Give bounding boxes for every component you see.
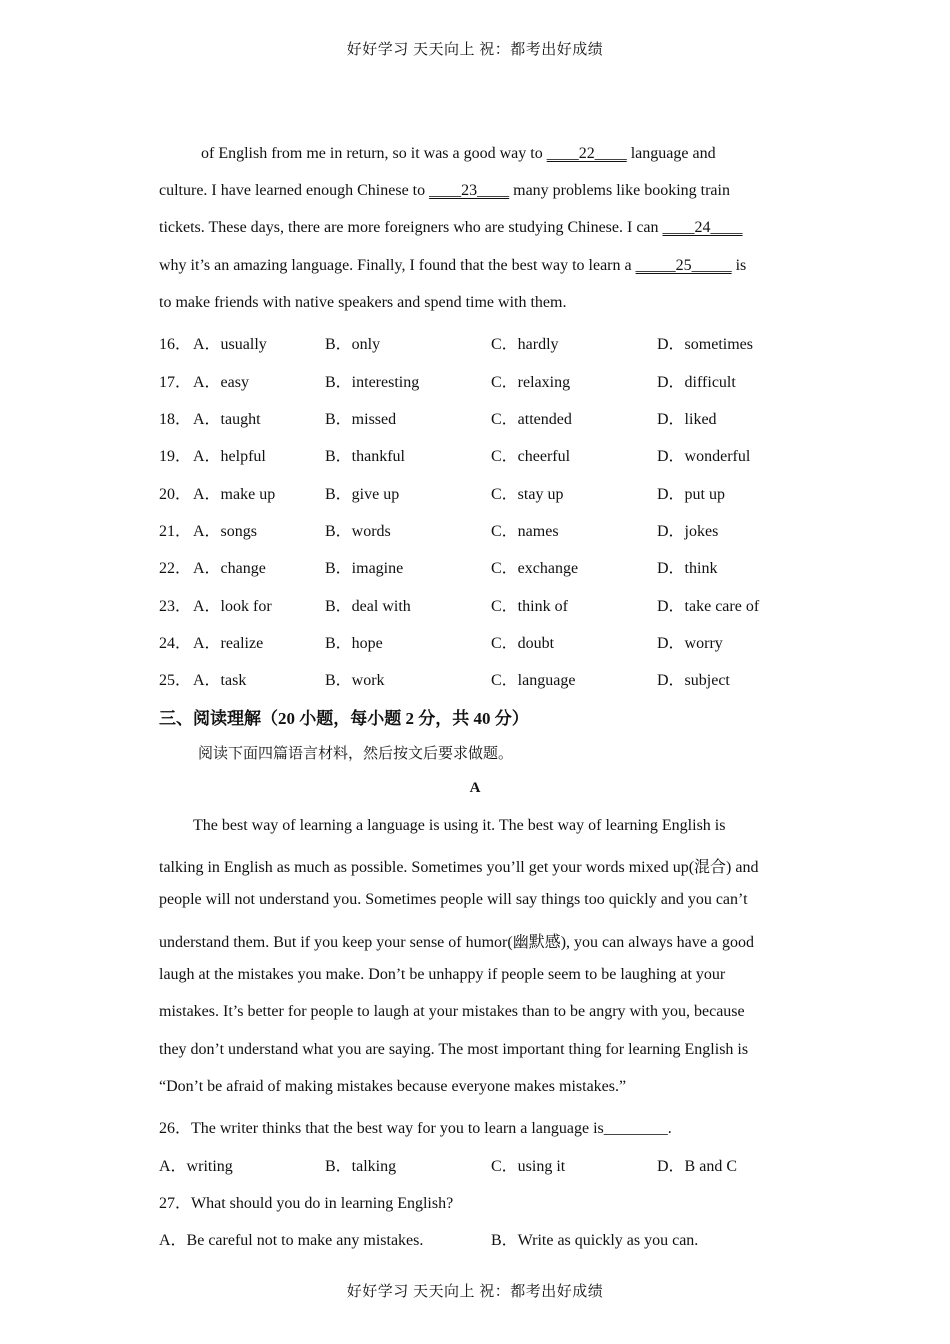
section-title: 三、阅读理解（20 小题，每小题 2 分，共 40 分）: [159, 709, 529, 728]
reading-line-2: talking in English as much as possible. Sometimes you’ll get your words mixed up(混合) and: [159, 859, 759, 876]
option-b[interactable]: B．Write as quickly as you can.: [491, 1232, 699, 1249]
option-c[interactable]: C．think of: [491, 598, 568, 615]
reading-line-1: The best way of learning a language is using it. The best way of learning English is: [193, 817, 726, 834]
question-number: 23．: [159, 598, 192, 615]
question-number: 24．: [159, 635, 192, 652]
question-27-stem: 27．What should you do in learning English?: [159, 1195, 454, 1212]
option-b[interactable]: B．thankful: [325, 448, 405, 465]
page-footer: 好好学习 天天向上 祝：都考出好成绩: [346, 1284, 604, 1300]
reading-line-8: “Don’t be afraid of making mistakes because everyone makes mistakes.”: [159, 1078, 627, 1095]
question-number: 16．: [159, 336, 192, 353]
question-number: 20．: [159, 486, 192, 503]
option-c[interactable]: C．hardly: [491, 336, 559, 353]
reading-line-6: mistakes. It’s better for people to laugh at your mistakes than to be angry with you, because: [159, 1003, 745, 1020]
question-number: 18．: [159, 411, 192, 428]
reading-line-3: people will not understand you. Sometimes people will say things too quickly and you can’t: [159, 891, 748, 908]
option-b[interactable]: B．hope: [325, 635, 383, 652]
option-d[interactable]: D．jokes: [657, 523, 719, 540]
option-b[interactable]: B．only: [325, 336, 381, 353]
text: culture. I have learned enough Chinese to: [159, 182, 430, 199]
option-a[interactable]: A．helpful: [193, 448, 266, 465]
passage-label: A: [469, 780, 481, 796]
question-number: 21．: [159, 523, 192, 540]
option-a[interactable]: A．change: [193, 560, 266, 577]
option-b[interactable]: B．give up: [325, 486, 400, 503]
option-d[interactable]: D．liked: [657, 411, 717, 428]
option-a[interactable]: A．make up: [193, 486, 276, 503]
passage-line-2: [159, 182, 799, 200]
blank-23[interactable]: ____23____: [429, 182, 510, 199]
option-a[interactable]: A．usually: [193, 336, 267, 353]
reading-line-7: they don’t understand what you are saying. The most important thing for learning English is: [159, 1041, 749, 1058]
option-b[interactable]: B．deal with: [325, 598, 411, 615]
option-a[interactable]: A．easy: [193, 374, 249, 391]
option-c[interactable]: C．language: [491, 672, 576, 689]
option-c[interactable]: C．stay up: [491, 486, 564, 503]
section-instruction: 阅读下面四篇语言材料，然后按文后要求做题。: [198, 746, 514, 762]
option-c[interactable]: C．exchange: [491, 560, 579, 577]
question-26-stem: 26．The writer thinks that the best way for you to learn a language is________.: [159, 1120, 672, 1137]
option-a[interactable]: A．songs: [193, 523, 258, 540]
option-c[interactable]: C．using it: [491, 1158, 566, 1175]
option-c[interactable]: C．attended: [491, 411, 572, 428]
option-a[interactable]: A．look for: [193, 598, 272, 615]
option-d[interactable]: D．difficult: [657, 374, 736, 391]
text: tickets. These days, there are more foreigners who are studying Chinese. I can: [159, 219, 663, 236]
question-number: 17．: [159, 374, 192, 391]
option-c[interactable]: C．doubt: [491, 635, 555, 652]
option-a[interactable]: A．Be careful not to make any mistakes.: [159, 1232, 424, 1249]
option-b[interactable]: B．talking: [325, 1158, 397, 1175]
text: of English from me in return, so it was a good way to: [201, 145, 547, 162]
text: many problems like booking train: [509, 182, 730, 199]
passage-line-5: to make friends with native speakers and spend time with them.: [159, 294, 567, 311]
option-c[interactable]: C．cheerful: [491, 448, 571, 465]
option-c[interactable]: C．names: [491, 523, 559, 540]
option-a[interactable]: A．taught: [193, 411, 261, 428]
option-b[interactable]: B．imagine: [325, 560, 404, 577]
option-d[interactable]: D．B and C: [657, 1158, 738, 1175]
question-number: 22．: [159, 560, 192, 577]
blank-22[interactable]: ____22____: [546, 145, 627, 162]
question-number: 25．: [159, 672, 192, 689]
text: is: [731, 257, 747, 274]
passage-line-1: [201, 145, 841, 163]
page-header: 好好学习 天天向上 祝：都考出好成绩: [346, 42, 604, 58]
option-a[interactable]: A．task: [193, 672, 247, 689]
reading-line-4: understand them. But if you keep your sense of humor(幽默感), you can always have a good: [159, 934, 754, 951]
option-b[interactable]: B．words: [325, 523, 391, 540]
option-d[interactable]: D．worry: [657, 635, 723, 652]
option-d[interactable]: D．think: [657, 560, 718, 577]
option-b[interactable]: B．interesting: [325, 374, 420, 391]
option-d[interactable]: D．sometimes: [657, 336, 753, 353]
option-c[interactable]: C．relaxing: [491, 374, 571, 391]
option-d[interactable]: D．put up: [657, 486, 726, 503]
option-d[interactable]: D．wonderful: [657, 448, 751, 465]
option-a[interactable]: A．realize: [193, 635, 264, 652]
blank-25[interactable]: _____25_____: [635, 257, 732, 274]
text: language and: [626, 145, 716, 162]
option-a[interactable]: A．writing: [159, 1158, 233, 1175]
question-number: 19．: [159, 448, 192, 465]
text: why it’s an amazing language. Finally, I found that the best way to learn a: [159, 257, 636, 274]
option-b[interactable]: B．missed: [325, 411, 397, 428]
passage-line-3: [159, 219, 799, 237]
reading-line-5: laugh at the mistakes you make. Don’t be unhappy if people seem to be laughing at your: [159, 966, 726, 983]
blank-24[interactable]: ____24____: [662, 219, 743, 236]
option-b[interactable]: B．work: [325, 672, 385, 689]
option-d[interactable]: D．take care of: [657, 598, 760, 615]
option-d[interactable]: D．subject: [657, 672, 730, 689]
passage-line-4: [159, 257, 799, 275]
